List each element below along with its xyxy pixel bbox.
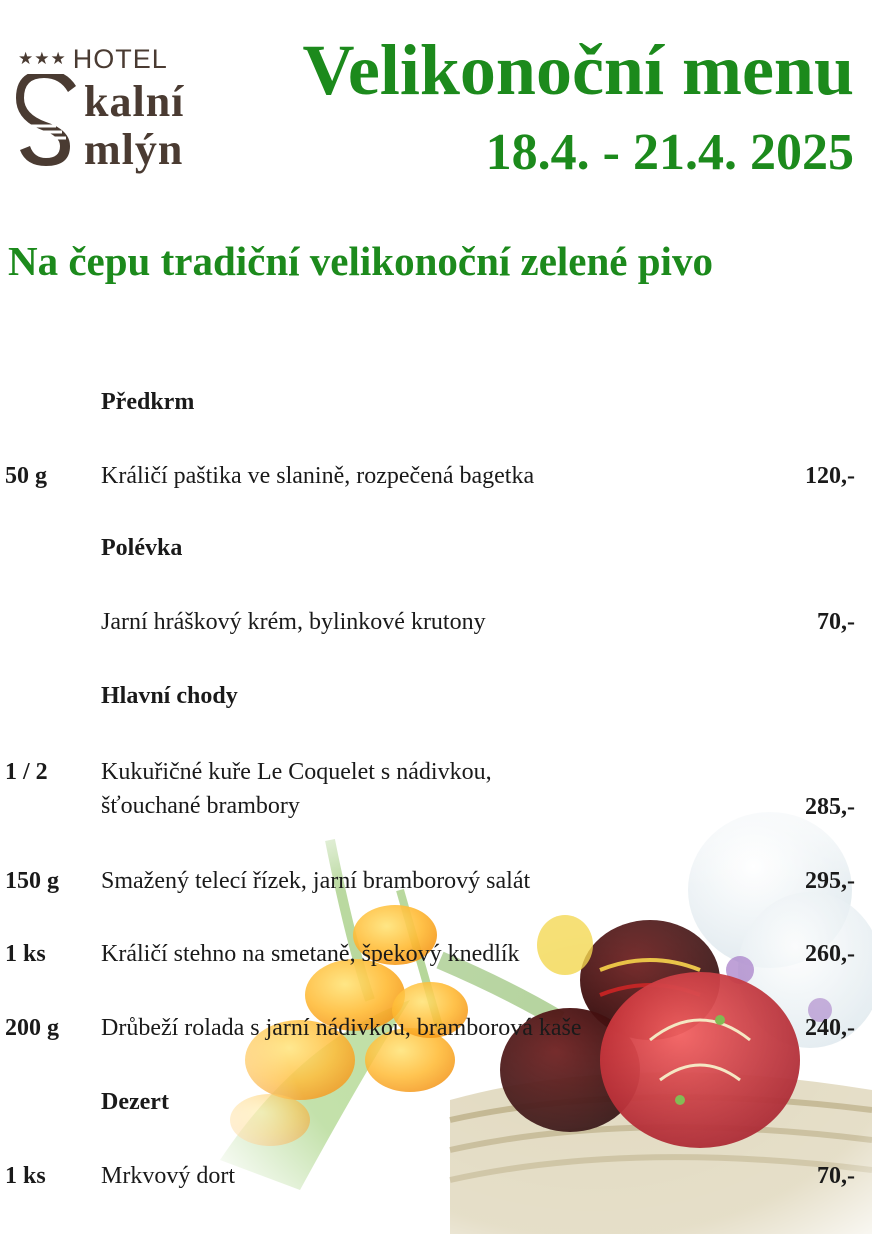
menu-item bbox=[0, 939, 872, 979]
item-name: Králičí paštika ve slanině, rozpečená bagetka bbox=[101, 463, 535, 489]
item-quantity: 1 / 2 bbox=[5, 759, 48, 785]
item-price: 120,- bbox=[805, 463, 855, 489]
item-price: 70,- bbox=[817, 609, 855, 635]
hotel-logo bbox=[16, 44, 206, 174]
item-price: 285,- bbox=[805, 794, 855, 820]
date-range: 18.4. - 21.4. 2025 bbox=[485, 124, 854, 181]
item-name: Jarní hráškový krém, bylinkové krutony bbox=[101, 609, 486, 635]
menu-item bbox=[0, 757, 872, 833]
item-price: 240,- bbox=[805, 1015, 855, 1041]
item-name: Králičí stehno na smetaně, špekový knedlík bbox=[101, 941, 520, 967]
page-title: Velikonoční menu bbox=[302, 30, 854, 110]
item-quantity: 1 ks bbox=[5, 941, 46, 967]
item-quantity: 200 g bbox=[5, 1015, 59, 1041]
section-heading-soup: Polévka bbox=[101, 535, 183, 561]
item-name: Mrkvový dort bbox=[101, 1163, 235, 1189]
item-name-line2: šťouchané brambory bbox=[101, 793, 300, 819]
beer-announcement: Na čepu tradiční velikonoční zelené pivo bbox=[8, 238, 713, 284]
item-price: 260,- bbox=[805, 941, 855, 967]
item-name: Smažený telecí řízek, jarní bramborový salát bbox=[101, 868, 531, 894]
item-quantity: 50 g bbox=[5, 463, 47, 489]
item-name bbox=[101, 755, 492, 823]
menu-item bbox=[0, 1013, 872, 1053]
logo-line-kalni: kalní bbox=[84, 77, 185, 126]
section-heading-dessert: Dezert bbox=[101, 1089, 169, 1115]
item-price: 70,- bbox=[817, 1163, 855, 1189]
logo-stars: ★★★ bbox=[18, 49, 67, 69]
item-name: Drůbeží rolada s jarní nádivkou, bramborová kaše bbox=[101, 1015, 582, 1041]
menu-item bbox=[0, 461, 872, 501]
item-price: 295,- bbox=[805, 868, 855, 894]
menu-item bbox=[0, 866, 872, 906]
menu-item bbox=[0, 607, 872, 647]
logo-s-letter-icon bbox=[16, 74, 80, 170]
item-name-line1: Kukuřičné kuře Le Coquelet s nádivkou, bbox=[101, 759, 492, 785]
item-quantity: 1 ks bbox=[5, 1163, 46, 1189]
item-quantity: 150 g bbox=[5, 868, 59, 894]
logo-hotel-word: HOTEL bbox=[72, 44, 168, 74]
menu-item bbox=[0, 1161, 872, 1201]
section-heading-mains: Hlavní chody bbox=[101, 683, 238, 709]
logo-line-mlyn: mlýn bbox=[84, 125, 184, 174]
section-heading-starter: Předkrm bbox=[101, 389, 195, 415]
